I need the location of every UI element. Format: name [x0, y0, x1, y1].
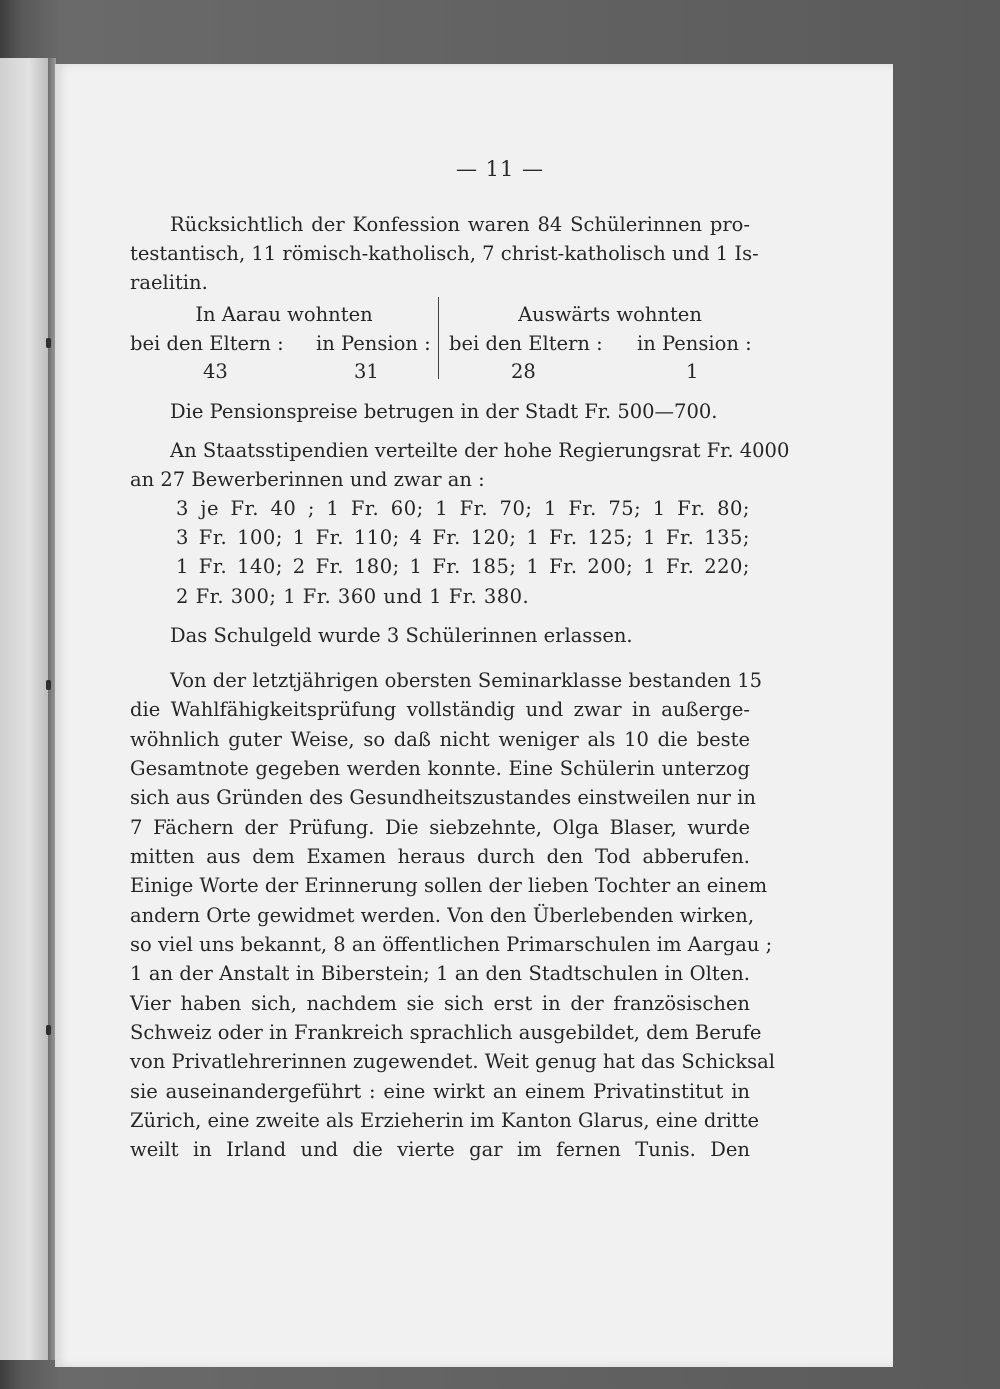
facing-page-edge	[0, 58, 48, 1360]
paragraph-line: 1 an der Anstalt in Biberstein; 1 an den Stadtschulen in Olten.	[130, 962, 750, 985]
paragraph-line: weilt in Irland und die vierte gar im fernen Tunis. Den	[130, 1138, 750, 1161]
paragraph-line: die Wahlfähigkeitsprüfung vollständig und zwar in außerge-	[130, 698, 750, 721]
page-number: — 11 —	[455, 157, 545, 181]
stipend-list-line: 2 Fr. 300; 1 Fr. 360 und 1 Fr. 380.	[176, 585, 530, 608]
paragraph-line: wöhnlich guter Weise, so daß nicht weniger als 10 die beste	[130, 728, 750, 751]
paragraph-line: so viel uns bekannt, 8 an öffentlichen Primarschulen im Aargau ;	[130, 933, 773, 956]
paragraph-line: andern Orte gewidmet werden. Von den Überlebenden wirken,	[130, 904, 755, 927]
page-edge-mark	[46, 338, 51, 348]
stipend-list-line: 3 Fr. 100; 1 Fr. 110; 4 Fr. 120; 1 Fr. 125; 1 Fr. 135;	[176, 526, 750, 549]
paragraph-line: Zürich, eine zweite als Erzieherin im Kanton Glarus, eine dritte	[130, 1109, 760, 1132]
paragraph-line: Von der letztjährigen obersten Seminarklasse bestanden 15	[170, 669, 763, 692]
stipend-intro-line: an 27 Bewerberinnen und zwar an :	[130, 468, 485, 491]
paragraph-line: 7 Fächern der Prüfung. Die siebzehnte, Olga Blaser, wurde	[130, 816, 750, 839]
paragraph-line: Vier haben sich, nachdem sie sich erst in der französischen	[130, 992, 750, 1015]
paragraph-line: Schweiz oder in Frankreich sprachlich ausgebildet, dem Berufe	[130, 1021, 762, 1044]
column-label-pension-aarau: in Pension :	[316, 332, 431, 355]
column-label-pension-auswaerts: in Pension :	[637, 332, 752, 355]
stipend-list-line: 3 je Fr. 40 ; 1 Fr. 60; 1 Fr. 70; 1 Fr. 75; 1 Fr. 80;	[176, 497, 750, 520]
stipend-intro-line: An Staatsstipendien verteilte der hohe Regierungsrat Fr. 4000	[170, 439, 790, 462]
paragraph-line: sich aus Gründen des Gesundheitszustandes einstweilen nur in	[130, 786, 756, 809]
table-divider	[438, 297, 439, 379]
stipend-list-line: 1 Fr. 140; 2 Fr. 180; 1 Fr. 185; 1 Fr. 200; 1 Fr. 220;	[176, 555, 750, 578]
value-pension-auswaerts: 1	[686, 360, 699, 383]
paragraph-line: Einige Worte der Erinnerung sollen der lieben Tochter an einem	[130, 874, 768, 897]
group-heading-auswaerts: Auswärts wohnten	[518, 303, 702, 326]
group-heading-aarau: In Aarau wohnten	[195, 303, 373, 326]
paragraph-line: von Privatlehrerinnen zugewendet. Weit genug hat das Schicksal	[130, 1050, 776, 1073]
page-edge-mark	[46, 680, 51, 690]
school-fee-line: Das Schulgeld wurde 3 Schülerinnen erlassen.	[170, 624, 633, 647]
value-eltern-aarau: 43	[203, 360, 228, 383]
page-edge-mark	[46, 1025, 51, 1035]
value-pension-aarau: 31	[354, 360, 379, 383]
intro-line: raelitin.	[130, 271, 208, 294]
paragraph-line: sie auseinandergeführt : eine wirkt an einem Privatinstitut in	[130, 1080, 750, 1103]
paragraph-line: Gesamtnote gegeben werden konnte. Eine Schülerin unterzog	[130, 757, 750, 780]
column-label-eltern-aarau: bei den Eltern :	[130, 332, 284, 355]
intro-line: testantisch, 11 römisch-katholisch, 7 christ-katholisch und 1 Is-	[130, 242, 759, 265]
pension-prices-line: Die Pensionspreise betrugen in der Stadt Fr. 500—700.	[170, 400, 718, 423]
paragraph-line: mitten aus dem Examen heraus durch den Tod abberufen.	[130, 845, 750, 868]
value-eltern-auswaerts: 28	[511, 360, 536, 383]
intro-line: Rücksichtlich der Konfession waren 84 Schülerinnen pro-	[170, 213, 750, 236]
column-label-eltern-auswaerts: bei den Eltern :	[449, 332, 603, 355]
